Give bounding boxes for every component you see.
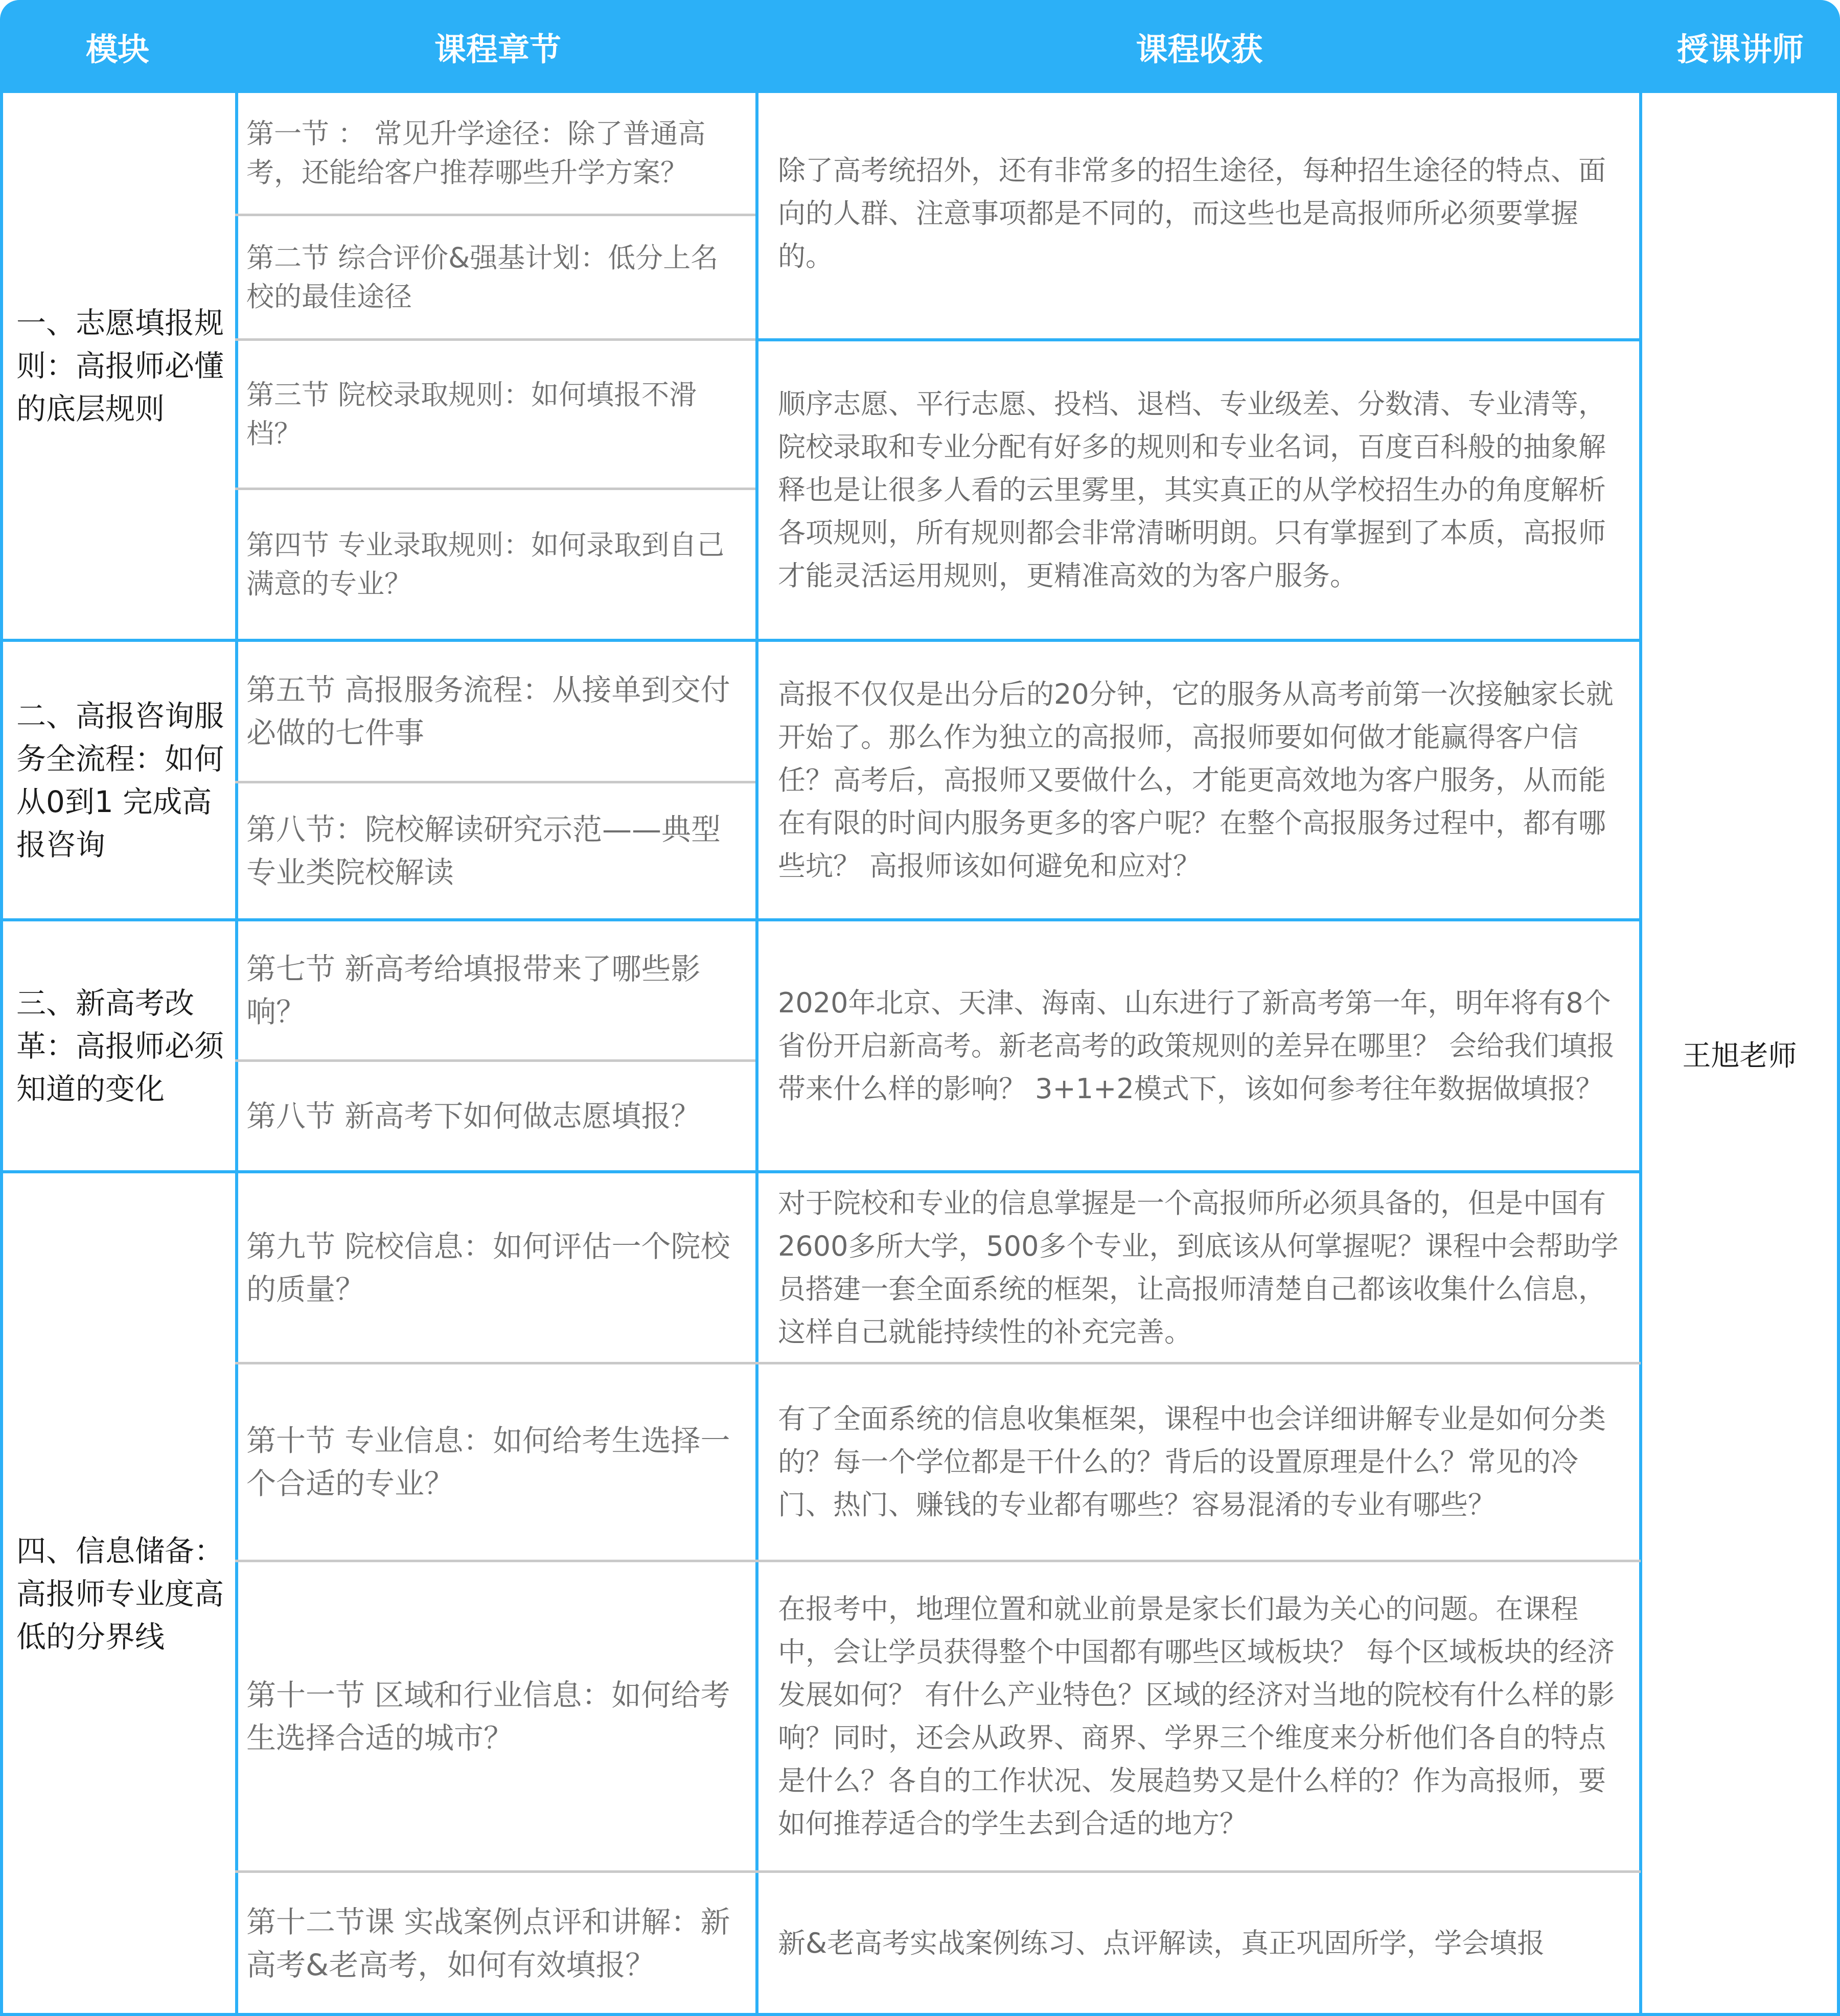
chapter-cell — [238, 783, 755, 918]
header-chapter: 课程章节 — [434, 30, 561, 68]
teacher-name: 王旭老师 — [1682, 1039, 1797, 1073]
module-cell — [3, 642, 235, 918]
chapter-cell — [238, 1062, 755, 1170]
chapter-cell — [238, 1364, 755, 1560]
chapter-title: 第五节 高报服务流程：从接单到交付必做的七件事 — [246, 673, 730, 750]
chapter-cell — [238, 216, 755, 338]
gain-text: 新&老高考实战案例练习、点评解读，真正巩固所学，学会填报 — [778, 1927, 1545, 1959]
chapter-title: 第十节 专业信息：如何给考生选择一个合适的专业？ — [246, 1423, 730, 1501]
module-title: 二、高报咨询服务全流程：如何从0到1 完成高报咨询 — [16, 698, 224, 862]
chapter-cell — [238, 93, 755, 214]
gain-text: 顺序志愿、平行志愿、投档、退档、专业级差、分数清、专业清等，院校录取和专业分配有好多的规则和专业名词，百度百科般的抽象解释也是让很多人看的云里雾里，其实真正的从学校招生办的角度解析各项规则，所有规则都会非常清晰明朗。只有掌握到了本质，高报师才能灵活运用规则，更精准高效的为客户服务。 — [778, 388, 1606, 592]
chapter-title: 第九节 院校信息：如何评估一个院校的质量？ — [246, 1229, 730, 1307]
gain-text: 在报考中，地理位置和就业前景是家长们最为关心的问题。在课程中，会让学员获得整个中国都有哪些区域板块？ 每个区域板块的经济发展如何？ 有什么产业特色？区域的经济对当地的院校有什么样的影响？同时，还会从政界、商界、学界三个维度来分析他们各自的特点是什么？各自的工作状况、发展趋势又是什么样的？作为高报师，要如何推荐适合的学生去到合适的地方？ — [778, 1592, 1615, 1840]
chapter-title: 第四节 专业录取规则：如何录取到自己满意的专业？ — [246, 528, 725, 600]
gain-cell — [758, 341, 1639, 639]
chapter-title: 第八节：院校解读研究示范——典型专业类院校解读 — [246, 812, 721, 890]
module-title: 四、信息储备：高报师专业度高低的分界线 — [16, 1533, 224, 1654]
chapter-cell — [238, 1873, 755, 2014]
header-module: 模块 — [85, 30, 149, 68]
gain-text: 有了全面系统的信息收集框架，课程中也会详细讲解专业是如何分类的？每一个学位都是干什么的？背后的设置原理是什么？常见的冷门、热门、赚钱的专业都有哪些？容易混淆的专业有哪些？ — [778, 1403, 1606, 1521]
gain-cell — [758, 642, 1639, 918]
module-title: 三、新高考改革：高报师必须知道的变化 — [16, 985, 224, 1106]
gain-cell — [758, 1364, 1639, 1560]
gain-cell — [758, 921, 1639, 1170]
gain-cell — [758, 1173, 1639, 1362]
gain-text: 除了高考统招外，还有非常多的招生途径，每种招生途径的特点、面向的人群、注意事项都是不同的，而这些也是高报师所必须要掌握的。 — [778, 154, 1606, 272]
header-gain: 课程收获 — [1136, 30, 1263, 68]
module-cell — [3, 93, 235, 639]
chapter-cell — [238, 642, 755, 781]
gain-text: 对于院校和专业的信息掌握是一个高报师所必须具备的，但是中国有2600多所大学，500多个专业，到底该从何掌握呢？课程中会帮助学员搭建一套全面系统的框架，让高报师清楚自己都该收集什么信息，这样自己就能持续性的补充完善。 — [778, 1187, 1619, 1348]
chapter-title: 第二节 综合评价&强基计划：低分上名校的最佳途径 — [246, 241, 719, 313]
chapter-cell — [238, 1562, 755, 1870]
chapter-title: 第十一节 区域和行业信息：如何给考生选择合适的城市？ — [246, 1677, 730, 1755]
teacher-cell — [1642, 93, 1837, 2014]
chapter-title: 第一节 ： 常见升学途径：除了普通高考，还能给客户推荐哪些升学方案？ — [246, 118, 706, 189]
gain-cell — [758, 1562, 1639, 1870]
chapter-cell — [238, 341, 755, 488]
chapter-title: 第三节 院校录取规则：如何填报不滑档？ — [246, 378, 697, 450]
gain-cell — [758, 93, 1639, 338]
gain-cell — [758, 1873, 1639, 2014]
table-header — [0, 0, 1840, 93]
chapter-cell — [238, 1173, 755, 1362]
chapter-title: 第八节 新高考下如何做志愿填报？ — [246, 1099, 701, 1133]
chapter-cell — [238, 921, 755, 1059]
module-cell — [3, 921, 235, 1170]
chapter-title: 第七节 新高考给填报带来了哪些影响？ — [246, 952, 701, 1029]
chapter-cell — [238, 490, 755, 639]
header-teacher: 授课讲师 — [1676, 30, 1804, 68]
module-cell — [3, 1173, 235, 2014]
gain-text: 2020年北京、天津、海南、山东进行了新高考第一年，明年将有8个省份开启新高考。新老高考的政策规则的差异在哪里？ 会给我们填报带来什么样的影响？ 3+1+2模式下，该如何参考往年数据做填报？ — [778, 986, 1615, 1105]
chapter-title: 第十二节课 实战案例点评和讲解：新高考&老高考，如何有效填报？ — [246, 1905, 730, 1982]
module-title: 一、志愿填报规则：高报师必懂的底层规则 — [16, 306, 224, 426]
gain-text: 高报不仅仅是出分后的20分钟，它的服务从高考前第一次接触家长就开始了。那么作为独立的高报师，高报师要如何做才能赢得客户信任？高考后，高报师又要做什么，才能更高效地为客户服务，从而能在有限的时间内服务更多的客户呢？在整个高报服务过程中，都有哪些坑？ 高报师该如何避免和应对？ — [778, 678, 1614, 882]
